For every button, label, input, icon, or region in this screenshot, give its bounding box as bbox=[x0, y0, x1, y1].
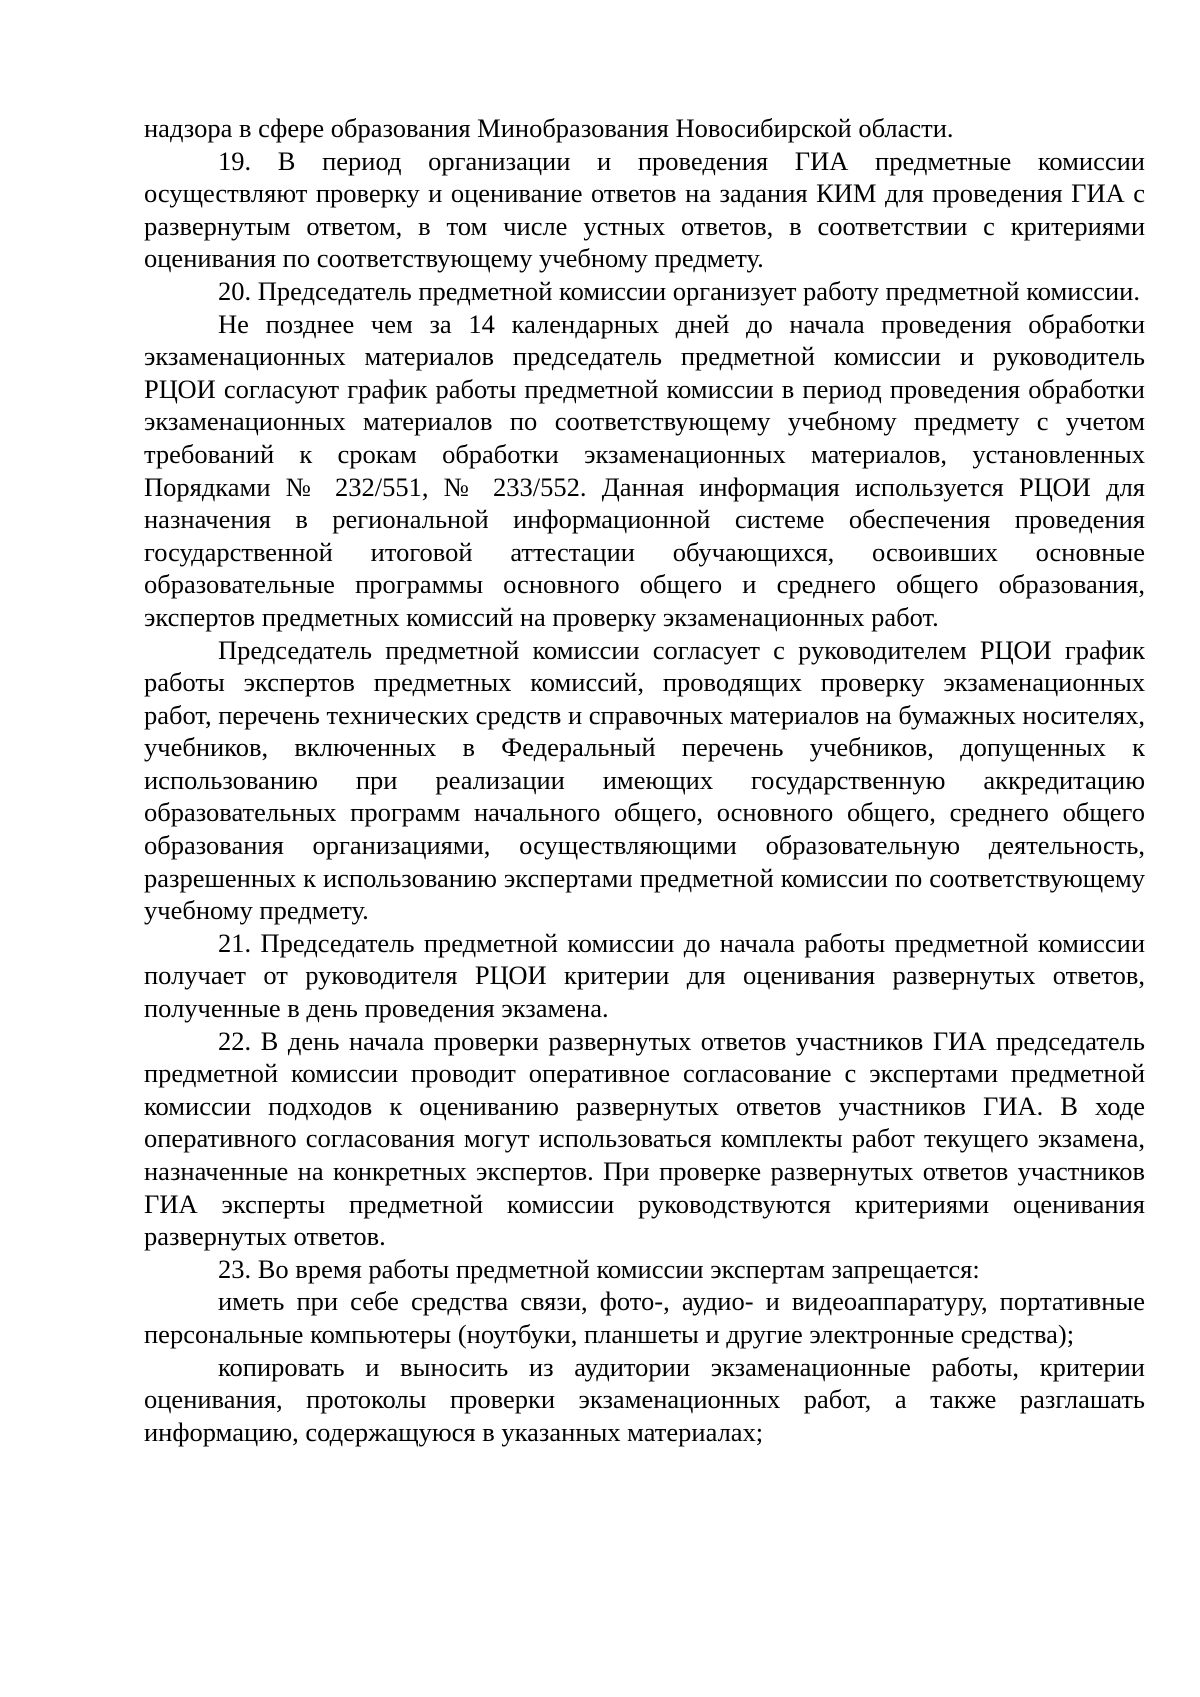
paragraph-21: 21. Председатель предметной комиссии до начала работы предметной комиссии получает от руководителя РЦОИ критерии для оценивания развернутых ответов, полученные в день проведения экзамена. bbox=[144, 927, 1145, 1024]
paragraph-23: 23. Во время работы предметной комиссии экспертам запрещается: bbox=[218, 1253, 980, 1284]
paragraph-20-materials: Председатель предметной комиссии согласует с руководителем РЦОИ график работы экспертов предметных комиссий, проводящих проверку экзаменационных работ, перечень технических средств и справочных материалов на бумажных носителях, учебников, включенных в Федеральный перечень учебников, допущенных к использованию при реализации имеющих государственную аккредитацию образовательных программ начального общего, основного общего, среднего общего образования организациями, осуществляющими образовательную деятельность, разрешенных к использованию экспертами предметной комиссии по соответствующему учебному предмету. bbox=[144, 634, 1145, 926]
paragraph-22: 22. В день начала проверки развернутых ответов участников ГИА председатель предметной комиссии проводит оперативное согласование с экспертами предметной комиссии подходов к оцениванию развернутых ответов участников ГИА. В ходе оперативного согласования могут использоваться комплекты работ текущего экзамена, назначенные на конкретных экспертов. При проверке развернутых ответов участников ГИА эксперты предметной комиссии руководствуются критериями оценивания развернутых ответов. bbox=[144, 1025, 1145, 1252]
paragraph-19: 19. В период организации и проведения ГИА предметные комиссии осуществляют проверку и оценивание ответов на задания КИМ для проведения ГИА с развернутым ответом, в том числе устных ответов, в соответствии с критериями оценивания по соответствующему учебному предмету. bbox=[144, 145, 1145, 274]
paragraph-20: 20. Председатель предметной комиссии организует работу предметной комиссии. bbox=[218, 275, 1140, 306]
document-body bbox=[144, 112, 1145, 1448]
paragraph-23-item-devices: иметь при себе средства связи, фото-, аудио- и видеоаппаратуру, портативные персональные компьютеры (ноутбуки, планшеты и другие электронные средства); bbox=[144, 1286, 1145, 1349]
paragraph-23-item-copying: копировать и выносить из аудитории экзаменационные работы, критерии оценивания, протоколы проверки экзаменационных работ, а также разглашать информацию, содержащуюся в указанных материалах; bbox=[144, 1351, 1145, 1447]
paragraph-continuation: надзора в сфере образования Минобразования Новосибирской области. bbox=[144, 113, 954, 143]
paragraph-20-schedule: Не позднее чем за 14 календарных дней до начала проведения обработки экзаменационных материалов председатель предметной комиссии и руководитель РЦОИ согласуют график работы предметной комиссии в период проведения обработки экзаменационных материалов по соответствующему учебному предмету с учетом требований к срокам обработки экзаменационных материалов, установленных Порядками № 232/551, № 233/552. Данная информация используется РЦОИ для назначения в региональной информационной системе обеспечения проведения государственной итоговой аттестации обучающихся, освоивших основные образовательные программы основного общего и среднего общего образования, экспертов предметных комиссий на проверку экзаменационных работ. bbox=[144, 308, 1145, 632]
